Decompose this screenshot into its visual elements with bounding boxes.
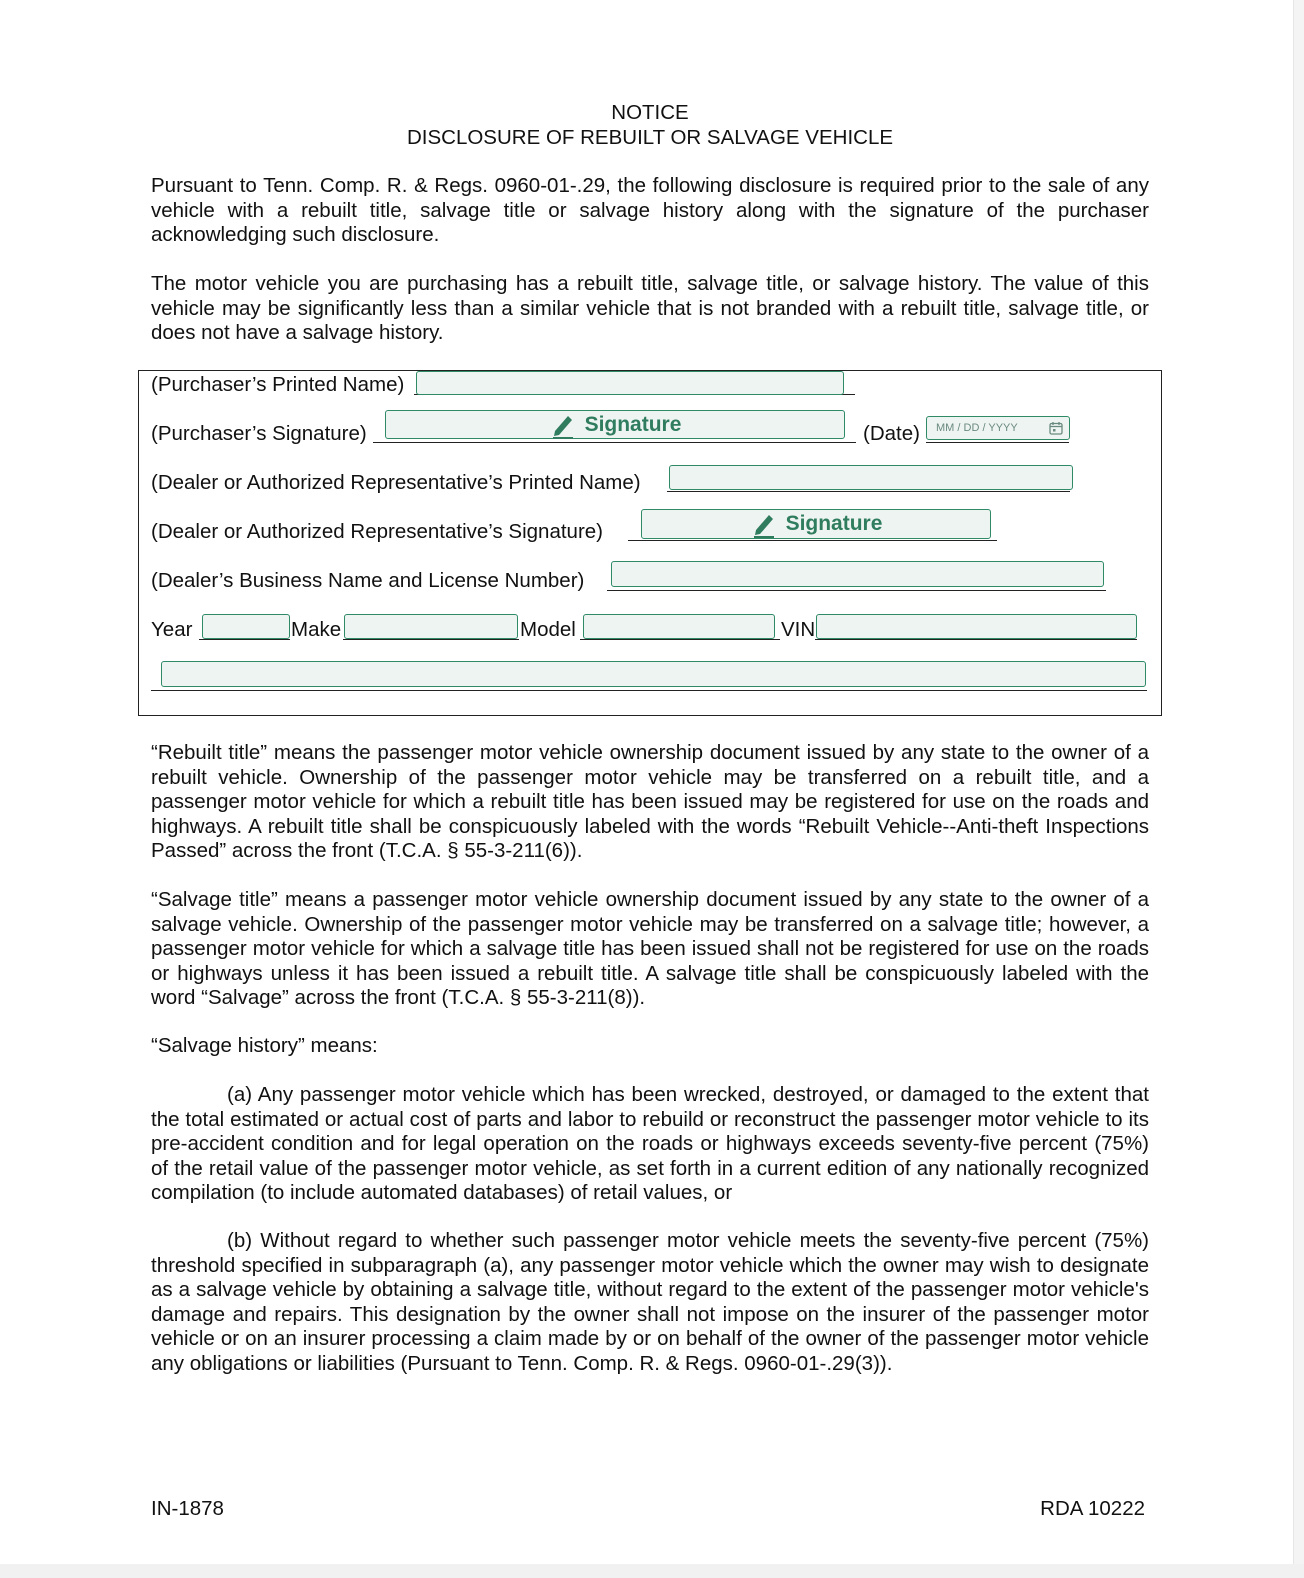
pen-icon xyxy=(549,411,577,439)
dealer-name-field[interactable] xyxy=(669,465,1073,490)
form-number-left: IN-1878 xyxy=(151,1497,224,1520)
dealer-name-underline xyxy=(667,491,1070,492)
salvage-title-definition: “Salvage title” means a passenger motor vehicle ownership document issued by any state to the owner of a salvage vehicle. Ownership of the passenger motor vehicle may be transferred on a salvage title; however, a passenger motor vehicle for which a salvage title has been issued shall not be registered for use on the roads or highways unless it has been issued a rebuilt title. A salvage title shall be conspicuously labeled with the word “Salvage” across the front (T.C.A. § 55-3-211(8)). xyxy=(151,888,1149,1009)
make-underline xyxy=(343,639,519,640)
salvage-history-item-b-text: (b) Without regard to whether such passenger motor vehicle meets the seventy-five percent (75%) threshold specified in subparagraph (a), any passenger motor vehicle which the owner may wish to designate as a salvage vehicle by obtaining a salvage title, without regard to the extent of the passenger motor vehicle's damage and repairs. This designation by the owner shall not impose on the insurer of the passenger motor vehicle or on an insurer processing a claim made by or on behalf of the owner of the passenger motor vehicle any obligations or liabilities (Pursuant to Tenn. Comp. R. & Regs. 0960-01-.29(3)). xyxy=(151,1229,1149,1375)
intro-paragraph-1: Pursuant to Tenn. Comp. R. & Regs. 0960-01-.29, the following disclosure is required prior to the sale of any vehicle with a rebuilt title, salvage title or salvage history along with the signature of the purchaser acknowledging such disclosure. xyxy=(151,174,1149,246)
page-subtitle: DISCLOSURE OF REBUILT OR SALVAGE VEHICLE xyxy=(406,126,894,149)
salvage-history-item-b xyxy=(151,1229,1149,1376)
pen-icon xyxy=(750,510,778,538)
date-label: (Date) xyxy=(863,422,920,445)
date-field[interactable] xyxy=(926,416,1070,440)
salvage-history-heading: “Salvage history” means: xyxy=(151,1034,378,1057)
make-field[interactable] xyxy=(344,614,518,639)
page-bottom-edge xyxy=(0,1564,1304,1578)
page-title: NOTICE xyxy=(611,101,689,124)
vin-field[interactable] xyxy=(816,614,1137,639)
extra-info-field[interactable] xyxy=(161,661,1146,687)
dealer-name-label: (Dealer or Authorized Representative’s Printed Name) xyxy=(151,471,641,494)
dealer-signature-underline xyxy=(628,540,997,541)
salvage-history-item-a-text: (a) Any passenger motor vehicle which has been wrecked, destroyed, or damaged to the extent that the total estimated or actual cost of parts and labor to rebuild or reconstruct the passenger motor vehicle to its pre-accident condition and for legal operation on the roads or highways exceeds seventy-five percent (75%) of the retail value of the passenger motor vehicle, as set forth in a current edition of any nationally recognized compilation (to include automated databases) of retail values, or xyxy=(151,1083,1149,1204)
purchaser-signature-label: (Purchaser’s Signature) xyxy=(151,422,367,445)
business-name-label: (Dealer’s Business Name and License Number) xyxy=(151,569,585,592)
purchaser-signature-field[interactable] xyxy=(385,410,845,439)
date-placeholder: MM / DD / YYYY xyxy=(936,422,1018,434)
model-field[interactable] xyxy=(583,614,775,639)
year-underline xyxy=(199,639,290,640)
salvage-history-item-a xyxy=(151,1083,1149,1206)
business-name-underline xyxy=(607,590,1106,591)
page-right-edge xyxy=(1293,0,1304,1578)
model-label: Model xyxy=(520,618,576,641)
year-field[interactable] xyxy=(202,614,290,639)
make-label: Make xyxy=(291,618,342,641)
intro-paragraph-2: The motor vehicle you are purchasing has a rebuilt title, salvage title, or salvage history. The value of this vehicle may be significantly less than a similar vehicle that is not branded with a rebuilt title, salvage title, or does not have a salvage history. xyxy=(151,272,1149,344)
purchaser-name-label: (Purchaser’s Printed Name) xyxy=(151,373,405,396)
dealer-signature-field[interactable] xyxy=(641,509,991,539)
purchaser-signature-underline xyxy=(373,442,856,443)
model-underline xyxy=(580,639,780,640)
dealer-signature-text: Signature xyxy=(785,512,883,535)
extra-underline xyxy=(151,690,1147,691)
date-underline xyxy=(926,442,1069,443)
vin-label: VIN xyxy=(781,618,816,641)
purchaser-name-field[interactable] xyxy=(416,371,844,395)
form-number-right: RDA 10222 xyxy=(1040,1497,1145,1520)
dealer-signature-label: (Dealer or Authorized Representative’s Signature) xyxy=(151,520,604,543)
rebuilt-title-definition: “Rebuilt title” means the passenger motor vehicle ownership document issued by any state to the owner of a rebuilt vehicle. Ownership of the passenger motor vehicle may be transferred on a rebuilt title, and a passenger motor vehicle for which a rebuilt title has been issued may be registered for use on the roads and highways. A rebuilt title shall be conspicuously labeled with the words “Rebuilt Vehicle--Anti-theft Inspections Passed” across the front (T.C.A. § 55-3-211(6)). xyxy=(151,741,1149,862)
calendar-icon[interactable] xyxy=(1049,421,1063,435)
vin-underline xyxy=(815,639,1137,640)
purchaser-signature-text: Signature xyxy=(584,412,682,436)
year-label: Year xyxy=(151,618,193,641)
business-name-field[interactable] xyxy=(611,561,1104,587)
